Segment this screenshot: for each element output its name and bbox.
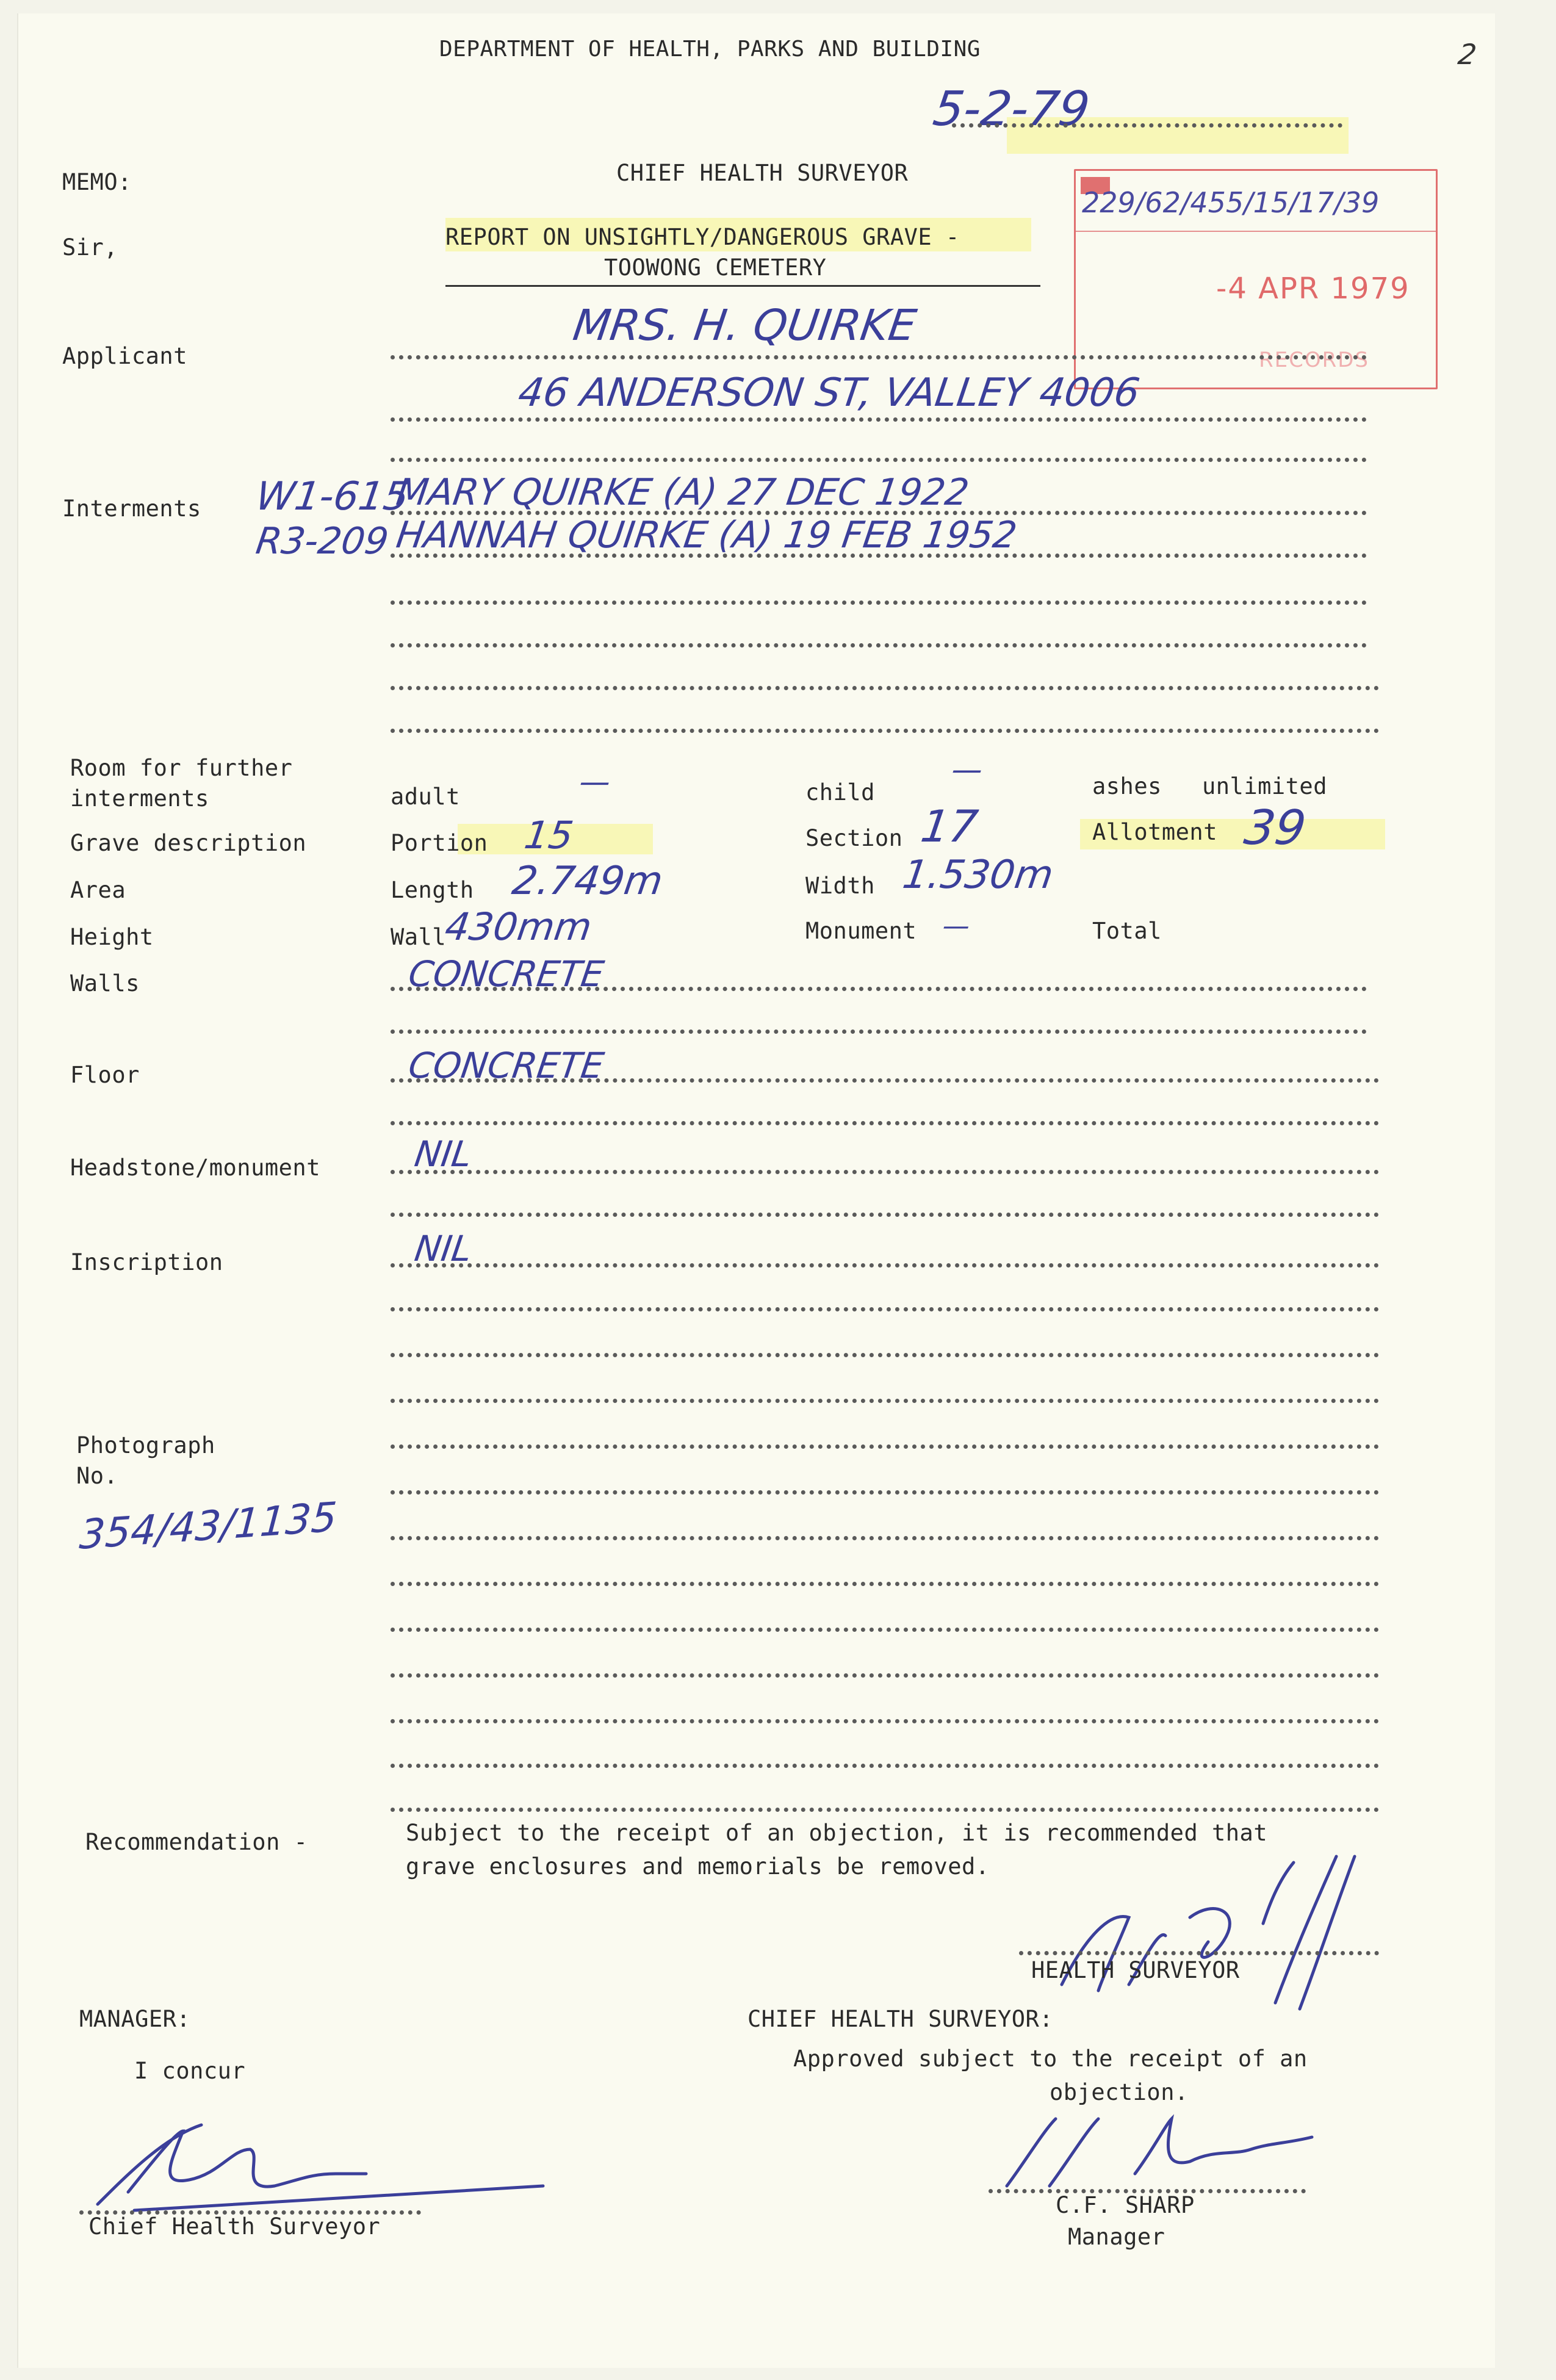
manager-signatory-title: Chief Health Surveyor	[88, 2213, 381, 2240]
recommendation-line-1: Subject to the receipt of an objection, it is recommended that	[406, 1820, 1268, 1846]
length-value: 2.749m	[509, 859, 666, 904]
photo-dotted-4	[391, 1582, 1379, 1586]
inscription-dotted-3	[391, 1353, 1379, 1357]
inscription-label: Inscription	[70, 1249, 223, 1275]
portion-value: 15	[521, 813, 577, 857]
headstone-dotted-2	[391, 1213, 1379, 1217]
inscription-dotted-1	[391, 1263, 1379, 1268]
ashes-label: ashes	[1092, 773, 1162, 799]
interments-dotted-3	[391, 600, 1367, 605]
height-label: Height	[70, 924, 154, 950]
wall-label: Wall	[391, 924, 447, 950]
manager-concur: I concur	[134, 2058, 246, 2084]
photograph-label-1: Photograph	[76, 1432, 215, 1459]
memo-date: 5-2-79	[929, 82, 1093, 137]
subject-line-2: TOOWONG CEMETERY	[604, 254, 827, 281]
portion-label: Portion	[391, 830, 488, 856]
recommendation-label: Recommendation -	[85, 1829, 308, 1855]
interment-code-2: R3-209	[253, 520, 391, 563]
floor-value: CONCRETE	[406, 1045, 607, 1086]
health-surveyor-dotted	[1019, 1951, 1379, 1955]
subject-underline	[445, 285, 1040, 287]
health-surveyor-title: HEALTH SURVEYOR	[1031, 1957, 1240, 1983]
applicant-dotted-2	[391, 417, 1367, 422]
inscription-dotted-4	[391, 1399, 1379, 1403]
to-line: CHIEF HEALTH SURVEYOR	[616, 160, 909, 186]
inscription-dotted-2	[391, 1307, 1379, 1311]
approver-title: Manager	[1068, 2224, 1165, 2250]
total-label: Total	[1092, 918, 1162, 944]
interment-entry-2: HANNAH QUIRKE (A) 19 FEB 1952	[394, 514, 1020, 557]
section-label: Section	[805, 825, 903, 851]
stamp-date: -4 APR 1979	[1216, 272, 1410, 306]
approval-line-1: Approved subject to the receipt of an	[793, 2046, 1308, 2072]
interments-dotted-4	[391, 643, 1367, 647]
photo-dotted-8	[391, 1764, 1379, 1768]
manager-signature	[79, 2113, 555, 2223]
subject-line-1: REPORT ON UNSIGHTLY/DANGEROUS GRAVE -	[445, 224, 960, 250]
applicant-label: Applicant	[62, 343, 187, 369]
inscription-value: NIL	[412, 1228, 475, 1269]
stamp-reference: 229/62/455/15/17/39	[1082, 186, 1380, 219]
photo-dotted-1	[391, 1444, 1379, 1449]
headstone-dotted-1	[391, 1170, 1379, 1174]
document-page	[17, 13, 1495, 2368]
allotment-label: Allotment	[1092, 819, 1217, 845]
applicant-name: MRS. H. QUIRKE	[570, 300, 920, 350]
floor-dotted-2	[391, 1121, 1379, 1125]
ashes-value: unlimited	[1202, 773, 1327, 799]
salutation: Sir,	[62, 234, 118, 261]
headstone-value: NIL	[412, 1133, 475, 1175]
room-label-2: interments	[70, 785, 209, 812]
photograph-number: 354/43/1135	[77, 1493, 339, 1559]
photograph-label-2: No.	[76, 1463, 118, 1489]
recommendation-line-2: grave enclosures and memorials be removed.	[406, 1853, 990, 1880]
width-label: Width	[805, 873, 875, 899]
room-label-1: Room for further	[70, 755, 293, 781]
monument-value: —	[940, 911, 972, 942]
walls-dotted-1	[391, 987, 1367, 991]
adult-value: —	[577, 764, 613, 799]
photo-dotted-5	[391, 1628, 1379, 1632]
photo-dotted-7	[391, 1719, 1379, 1723]
walls-dotted-2	[391, 1030, 1367, 1034]
allotment-value: 39	[1241, 801, 1309, 856]
interments-dotted-2	[391, 554, 1367, 558]
stamp-bottom-text: RECORDS	[1259, 348, 1369, 372]
stamp-rule	[1076, 231, 1436, 232]
photo-dotted-3	[391, 1536, 1379, 1540]
page-number: 2	[1456, 38, 1479, 71]
memo-label: MEMO:	[62, 169, 132, 195]
approval-line-2: objection.	[1050, 2079, 1189, 2105]
applicant-dotted-1	[391, 355, 1367, 359]
child-value: —	[949, 752, 985, 787]
manager-heading: MANAGER:	[79, 2006, 191, 2032]
manager-signature-text	[262, 2186, 265, 2187]
department-heading: DEPARTMENT OF HEALTH, PARKS AND BUILDING	[439, 37, 981, 62]
adult-label: adult	[391, 784, 460, 810]
health-surveyor-signature-text	[1129, 2033, 1132, 2034]
grave-description-label: Grave description	[70, 830, 307, 856]
photo-dotted-9	[391, 1808, 1379, 1812]
photo-dotted-6	[391, 1673, 1379, 1678]
health-surveyor-signature	[1007, 1844, 1397, 2052]
floor-label: Floor	[70, 1062, 140, 1088]
walls-value: CONCRETE	[406, 953, 607, 995]
child-label: child	[805, 779, 875, 806]
length-label: Length	[391, 877, 474, 903]
approver-name: C.F. SHARP	[1056, 2192, 1195, 2218]
interments-dotted-5	[391, 686, 1379, 690]
section-value: 17	[918, 801, 981, 852]
applicant-dotted-3	[391, 458, 1367, 462]
width-value: 1.530m	[899, 853, 1056, 898]
date-dotted-line	[952, 123, 1342, 128]
interments-dotted-6	[391, 729, 1379, 733]
photo-dotted-2	[391, 1490, 1379, 1495]
interment-entry-1: MARY QUIRKE (A) 27 DEC 1922	[394, 471, 972, 514]
applicant-address: 46 ANDERSON ST, VALLEY 4006	[515, 370, 1143, 416]
wall-value: 430mm	[442, 904, 595, 949]
floor-dotted-1	[391, 1078, 1379, 1083]
headstone-label: Headstone/monument	[70, 1155, 320, 1181]
monument-label: Monument	[805, 918, 917, 944]
chief-surveyor-heading: CHIEF HEALTH SURVEYOR:	[747, 2006, 1054, 2032]
interment-code-1: W1-615	[253, 474, 412, 519]
walls-label: Walls	[70, 970, 140, 997]
approval-signature	[982, 2107, 1324, 2198]
interments-label: Interments	[62, 496, 201, 522]
area-label: Area	[70, 877, 126, 903]
